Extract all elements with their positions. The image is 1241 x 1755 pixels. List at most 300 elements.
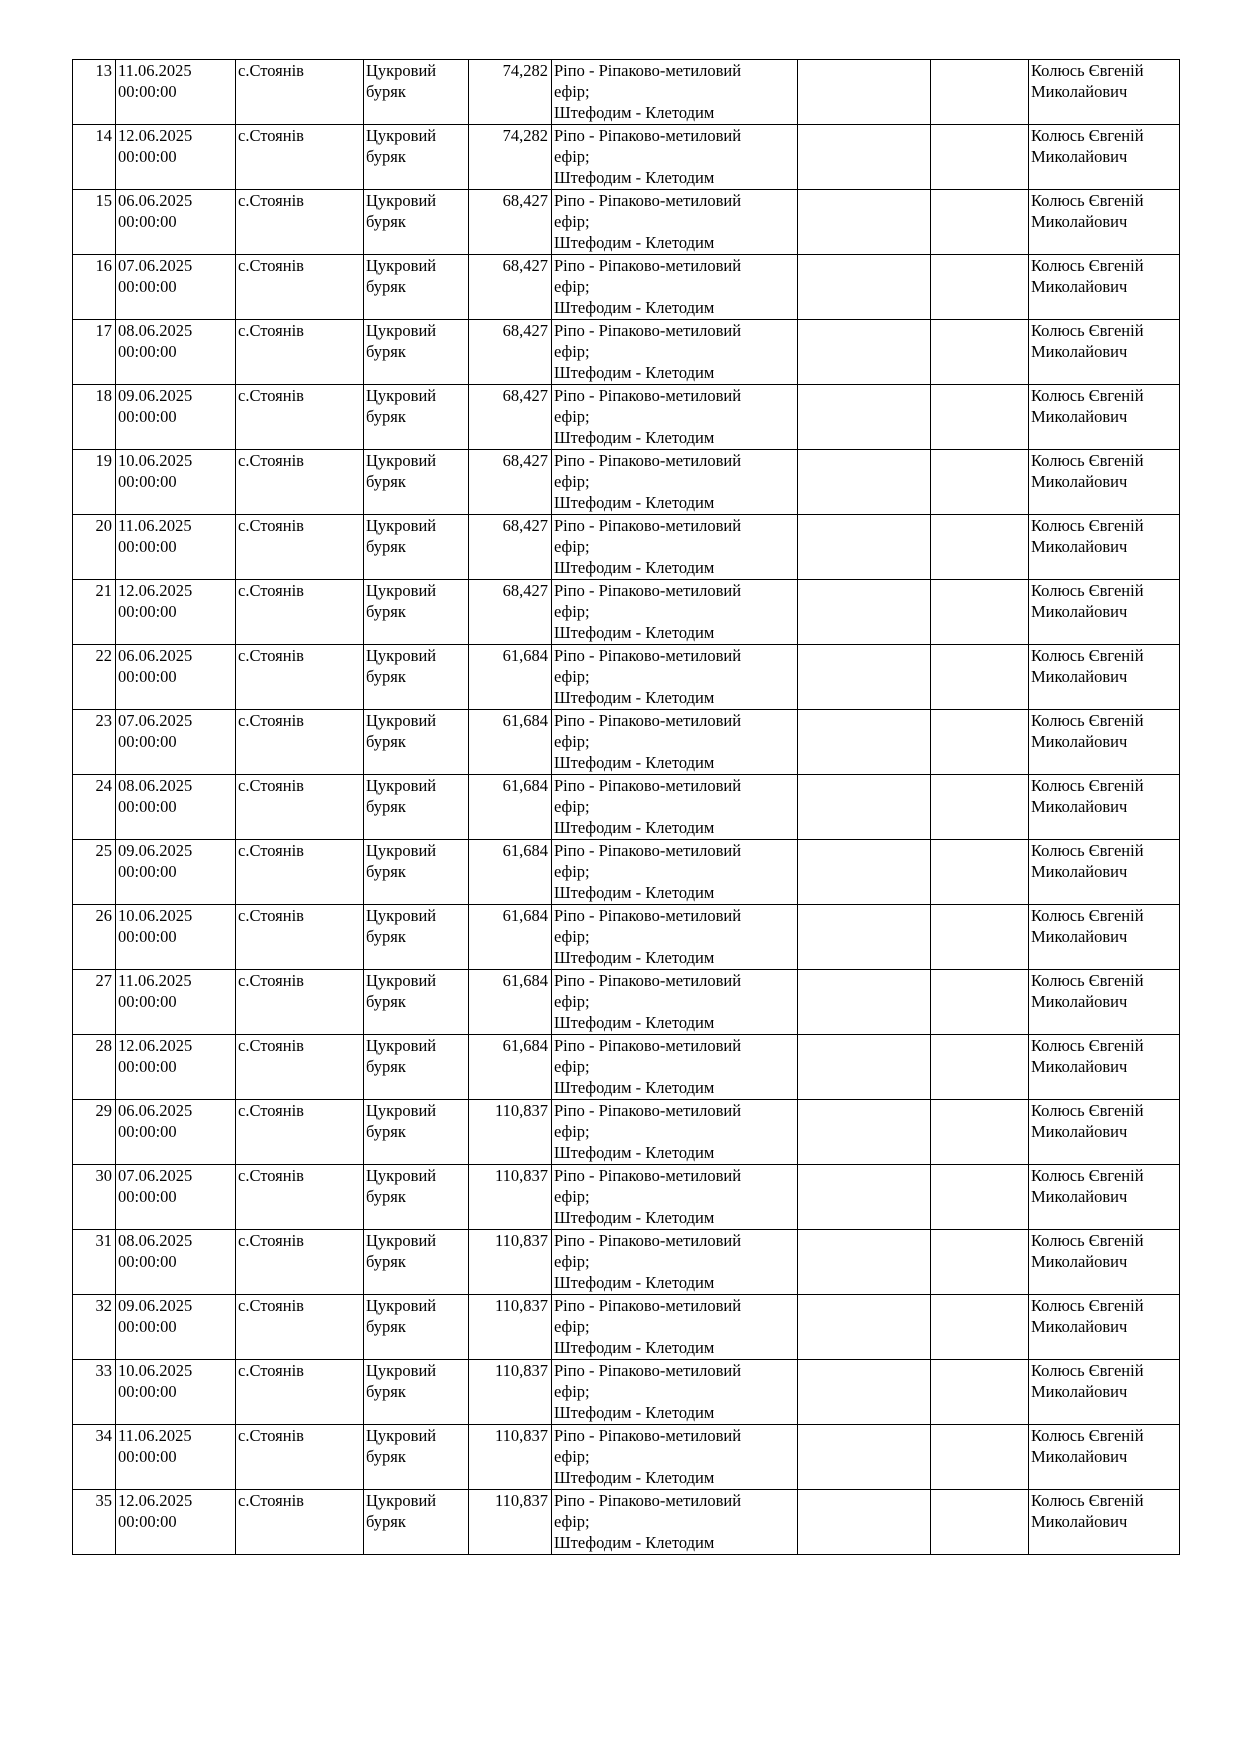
person-name-text: Колюсь Євгеній bbox=[1031, 1361, 1144, 1380]
date-cell bbox=[116, 970, 236, 1035]
area-value: 68,427 bbox=[502, 386, 548, 405]
date-text: 12.06.2025 bbox=[118, 1491, 193, 1510]
preparation-text: Штефодим - Клетодим bbox=[554, 753, 715, 772]
village-cell bbox=[236, 515, 364, 580]
preparation-text: ефір; bbox=[554, 1252, 590, 1271]
area-value: 68,427 bbox=[502, 581, 548, 600]
crop-cell bbox=[364, 1425, 469, 1490]
time-text: 00:00:00 bbox=[118, 407, 177, 426]
row-number-cell bbox=[73, 255, 116, 320]
table-row bbox=[73, 190, 1180, 255]
responsible-person-cell bbox=[1029, 580, 1180, 645]
crop-text: буряк bbox=[366, 537, 406, 556]
area-cell bbox=[469, 1425, 552, 1490]
time-text: 00:00:00 bbox=[118, 212, 177, 231]
row-number: 26 bbox=[95, 906, 112, 925]
person-name-text: Колюсь Євгеній bbox=[1031, 711, 1144, 730]
preparation-text: Ріпо - Ріпаково-метиловий bbox=[554, 646, 742, 665]
preparation-text: ефір; bbox=[554, 862, 590, 881]
preparation-cell bbox=[552, 1165, 798, 1230]
treatment-table bbox=[72, 59, 1180, 1555]
row-number-cell bbox=[73, 970, 116, 1035]
village-cell bbox=[236, 190, 364, 255]
time-text: 00:00:00 bbox=[118, 1512, 177, 1531]
date-text: 09.06.2025 bbox=[118, 841, 193, 860]
empty-cell-7 bbox=[798, 1360, 931, 1425]
row-number: 18 bbox=[95, 386, 112, 405]
crop-text: буряк bbox=[366, 797, 406, 816]
crop-text: Цукровий bbox=[366, 1166, 437, 1185]
area-value: 61,684 bbox=[502, 646, 548, 665]
responsible-person-cell bbox=[1029, 385, 1180, 450]
person-name-text: Миколайович bbox=[1031, 732, 1128, 751]
row-number: 28 bbox=[95, 1036, 112, 1055]
preparation-text: Штефодим - Клетодим bbox=[554, 168, 715, 187]
area-value: 110,837 bbox=[494, 1101, 548, 1120]
preparation-text: ефір; bbox=[554, 667, 590, 686]
area-value: 68,427 bbox=[502, 516, 548, 535]
crop-text: Цукровий bbox=[366, 451, 437, 470]
empty-cell-7 bbox=[798, 125, 931, 190]
preparation-text: Ріпо - Ріпаково-метиловий bbox=[554, 61, 742, 80]
crop-text: буряк bbox=[366, 1057, 406, 1076]
person-name-text: Колюсь Євгеній bbox=[1031, 256, 1144, 275]
person-name-text: Колюсь Євгеній bbox=[1031, 321, 1144, 340]
crop-cell bbox=[364, 515, 469, 580]
empty-cell-7 bbox=[798, 450, 931, 515]
preparation-text: Штефодим - Клетодим bbox=[554, 688, 715, 707]
preparation-text: Ріпо - Ріпаково-метиловий bbox=[554, 126, 742, 145]
area-value: 110,837 bbox=[494, 1361, 548, 1380]
date-text: 11.06.2025 bbox=[118, 61, 192, 80]
crop-text: Цукровий bbox=[366, 256, 437, 275]
empty-cell-7 bbox=[798, 1490, 931, 1555]
empty-cell-8 bbox=[931, 450, 1029, 515]
village-cell bbox=[236, 385, 364, 450]
preparation-cell bbox=[552, 905, 798, 970]
area-cell bbox=[469, 515, 552, 580]
row-number-cell bbox=[73, 1425, 116, 1490]
area-value: 61,684 bbox=[502, 906, 548, 925]
person-name-text: Миколайович bbox=[1031, 147, 1128, 166]
person-name-text: Колюсь Євгеній bbox=[1031, 646, 1144, 665]
table-row bbox=[73, 320, 1180, 385]
person-name-text: Колюсь Євгеній bbox=[1031, 971, 1144, 990]
responsible-person-cell bbox=[1029, 905, 1180, 970]
person-name-text: Миколайович bbox=[1031, 862, 1128, 881]
preparation-text: ефір; bbox=[554, 537, 590, 556]
area-value: 110,837 bbox=[494, 1166, 548, 1185]
empty-cell-8 bbox=[931, 385, 1029, 450]
crop-text: Цукровий bbox=[366, 191, 437, 210]
empty-cell-8 bbox=[931, 125, 1029, 190]
preparation-cell bbox=[552, 1100, 798, 1165]
crop-text: Цукровий bbox=[366, 126, 437, 145]
area-value: 68,427 bbox=[502, 256, 548, 275]
empty-cell-8 bbox=[931, 1425, 1029, 1490]
table-body bbox=[73, 60, 1180, 1555]
area-cell bbox=[469, 840, 552, 905]
village-text: с.Стоянів bbox=[238, 581, 304, 600]
row-number: 24 bbox=[95, 776, 112, 795]
area-cell bbox=[469, 450, 552, 515]
crop-text: Цукровий bbox=[366, 906, 437, 925]
crop-text: буряк bbox=[366, 1187, 406, 1206]
date-cell bbox=[116, 320, 236, 385]
preparation-text: ефір; bbox=[554, 212, 590, 231]
preparation-text: Штефодим - Клетодим bbox=[554, 1533, 715, 1552]
person-name-text: Миколайович bbox=[1031, 667, 1128, 686]
crop-cell bbox=[364, 320, 469, 385]
area-cell bbox=[469, 385, 552, 450]
time-text: 00:00:00 bbox=[118, 862, 177, 881]
crop-cell bbox=[364, 60, 469, 125]
area-cell bbox=[469, 1230, 552, 1295]
date-cell bbox=[116, 255, 236, 320]
person-name-text: Миколайович bbox=[1031, 797, 1128, 816]
crop-text: буряк bbox=[366, 667, 406, 686]
row-number: 17 bbox=[95, 321, 112, 340]
date-cell bbox=[116, 710, 236, 775]
area-value: 68,427 bbox=[502, 191, 548, 210]
preparation-text: Штефодим - Клетодим bbox=[554, 1078, 715, 1097]
village-text: с.Стоянів bbox=[238, 1491, 304, 1510]
crop-text: буряк bbox=[366, 407, 406, 426]
crop-text: Цукровий bbox=[366, 516, 437, 535]
table-row bbox=[73, 1230, 1180, 1295]
empty-cell-7 bbox=[798, 1425, 931, 1490]
preparation-cell bbox=[552, 125, 798, 190]
person-name-text: Миколайович bbox=[1031, 1317, 1128, 1336]
preparation-cell bbox=[552, 1035, 798, 1100]
preparation-text: ефір; bbox=[554, 277, 590, 296]
preparation-text: Ріпо - Ріпаково-метиловий bbox=[554, 711, 742, 730]
crop-cell bbox=[364, 645, 469, 710]
date-text: 07.06.2025 bbox=[118, 256, 193, 275]
person-name-text: Колюсь Євгеній bbox=[1031, 1426, 1144, 1445]
empty-cell-7 bbox=[798, 645, 931, 710]
village-text: с.Стоянів bbox=[238, 516, 304, 535]
empty-cell-7 bbox=[798, 190, 931, 255]
responsible-person-cell bbox=[1029, 1295, 1180, 1360]
area-value: 61,684 bbox=[502, 971, 548, 990]
preparation-text: Штефодим - Клетодим bbox=[554, 818, 715, 837]
responsible-person-cell bbox=[1029, 1100, 1180, 1165]
person-name-text: Колюсь Євгеній bbox=[1031, 1296, 1144, 1315]
crop-text: Цукровий bbox=[366, 1361, 437, 1380]
date-text: 06.06.2025 bbox=[118, 646, 193, 665]
preparation-text: ефір; bbox=[554, 472, 590, 491]
time-text: 00:00:00 bbox=[118, 537, 177, 556]
person-name-text: Миколайович bbox=[1031, 602, 1128, 621]
row-number: 34 bbox=[95, 1426, 112, 1445]
preparation-cell bbox=[552, 1360, 798, 1425]
village-text: с.Стоянів bbox=[238, 451, 304, 470]
preparation-text: Штефодим - Клетодим bbox=[554, 558, 715, 577]
date-cell bbox=[116, 515, 236, 580]
crop-text: буряк bbox=[366, 147, 406, 166]
preparation-text: Ріпо - Ріпаково-метиловий bbox=[554, 256, 742, 275]
preparation-text: Штефодим - Клетодим bbox=[554, 363, 715, 382]
preparation-cell bbox=[552, 385, 798, 450]
person-name-text: Миколайович bbox=[1031, 277, 1128, 296]
crop-cell bbox=[364, 1295, 469, 1360]
preparation-text: Ріпо - Ріпаково-метиловий bbox=[554, 1361, 742, 1380]
person-name-text: Колюсь Євгеній bbox=[1031, 451, 1144, 470]
preparation-text: ефір; bbox=[554, 1447, 590, 1466]
preparation-text: Штефодим - Клетодим bbox=[554, 883, 715, 902]
empty-cell-7 bbox=[798, 1165, 931, 1230]
village-text: с.Стоянів bbox=[238, 1361, 304, 1380]
area-cell bbox=[469, 905, 552, 970]
person-name-text: Миколайович bbox=[1031, 342, 1128, 361]
preparation-text: ефір; bbox=[554, 1382, 590, 1401]
person-name-text: Миколайович bbox=[1031, 407, 1128, 426]
crop-text: буряк bbox=[366, 472, 406, 491]
date-cell bbox=[116, 190, 236, 255]
responsible-person-cell bbox=[1029, 970, 1180, 1035]
preparation-cell bbox=[552, 320, 798, 385]
time-text: 00:00:00 bbox=[118, 1447, 177, 1466]
crop-text: Цукровий bbox=[366, 1036, 437, 1055]
person-name-text: Колюсь Євгеній bbox=[1031, 906, 1144, 925]
crop-text: Цукровий bbox=[366, 1231, 437, 1250]
person-name-text: Колюсь Євгеній bbox=[1031, 61, 1144, 80]
village-cell bbox=[236, 1490, 364, 1555]
preparation-text: Ріпо - Ріпаково-метиловий bbox=[554, 581, 742, 600]
preparation-text: Штефодим - Клетодим bbox=[554, 1403, 715, 1422]
person-name-text: Миколайович bbox=[1031, 1187, 1128, 1206]
date-text: 09.06.2025 bbox=[118, 386, 193, 405]
person-name-text: Миколайович bbox=[1031, 1122, 1128, 1141]
responsible-person-cell bbox=[1029, 840, 1180, 905]
date-cell bbox=[116, 1100, 236, 1165]
row-number-cell bbox=[73, 840, 116, 905]
village-text: с.Стоянів bbox=[238, 321, 304, 340]
crop-cell bbox=[364, 125, 469, 190]
area-value: 61,684 bbox=[502, 841, 548, 860]
row-number: 14 bbox=[95, 126, 112, 145]
time-text: 00:00:00 bbox=[118, 1252, 177, 1271]
preparation-text: Ріпо - Ріпаково-метиловий bbox=[554, 1426, 742, 1445]
preparation-text: Ріпо - Ріпаково-метиловий bbox=[554, 1491, 742, 1510]
area-value: 74,282 bbox=[502, 126, 548, 145]
date-text: 12.06.2025 bbox=[118, 1036, 193, 1055]
time-text: 00:00:00 bbox=[118, 147, 177, 166]
row-number-cell bbox=[73, 1295, 116, 1360]
row-number: 23 bbox=[95, 711, 112, 730]
date-cell bbox=[116, 580, 236, 645]
person-name-text: Колюсь Євгеній bbox=[1031, 1491, 1144, 1510]
area-value: 61,684 bbox=[502, 776, 548, 795]
preparation-text: Ріпо - Ріпаково-метиловий bbox=[554, 1101, 742, 1120]
table-row bbox=[73, 775, 1180, 840]
date-text: 06.06.2025 bbox=[118, 1101, 193, 1120]
person-name-text: Миколайович bbox=[1031, 472, 1128, 491]
person-name-text: Колюсь Євгеній bbox=[1031, 386, 1144, 405]
time-text: 00:00:00 bbox=[118, 342, 177, 361]
row-number-cell bbox=[73, 450, 116, 515]
table-row bbox=[73, 710, 1180, 775]
row-number: 25 bbox=[95, 841, 112, 860]
person-name-text: Колюсь Євгеній bbox=[1031, 1036, 1144, 1055]
empty-cell-8 bbox=[931, 1230, 1029, 1295]
village-text: с.Стоянів bbox=[238, 126, 304, 145]
village-cell bbox=[236, 1425, 364, 1490]
crop-text: буряк bbox=[366, 277, 406, 296]
person-name-text: Миколайович bbox=[1031, 927, 1128, 946]
crop-cell bbox=[364, 970, 469, 1035]
date-cell bbox=[116, 450, 236, 515]
preparation-cell bbox=[552, 1230, 798, 1295]
row-number-cell bbox=[73, 125, 116, 190]
date-text: 11.06.2025 bbox=[118, 971, 192, 990]
crop-text: Цукровий bbox=[366, 1491, 437, 1510]
row-number-cell bbox=[73, 905, 116, 970]
preparation-text: Ріпо - Ріпаково-метиловий bbox=[554, 1296, 742, 1315]
village-text: с.Стоянів bbox=[238, 61, 304, 80]
preparation-cell bbox=[552, 970, 798, 1035]
time-text: 00:00:00 bbox=[118, 602, 177, 621]
preparation-cell bbox=[552, 1295, 798, 1360]
crop-cell bbox=[364, 1035, 469, 1100]
preparation-text: ефір; bbox=[554, 1122, 590, 1141]
village-cell bbox=[236, 1100, 364, 1165]
village-text: с.Стоянів bbox=[238, 1101, 304, 1120]
responsible-person-cell bbox=[1029, 645, 1180, 710]
preparation-cell bbox=[552, 450, 798, 515]
preparation-text: Штефодим - Клетодим bbox=[554, 493, 715, 512]
crop-text: буряк bbox=[366, 1252, 406, 1271]
village-text: с.Стоянів bbox=[238, 1036, 304, 1055]
empty-cell-8 bbox=[931, 1035, 1029, 1100]
crop-cell bbox=[364, 775, 469, 840]
time-text: 00:00:00 bbox=[118, 1317, 177, 1336]
date-text: 10.06.2025 bbox=[118, 451, 193, 470]
date-text: 09.06.2025 bbox=[118, 1296, 193, 1315]
crop-cell bbox=[364, 905, 469, 970]
village-text: с.Стоянів bbox=[238, 1231, 304, 1250]
preparation-cell bbox=[552, 775, 798, 840]
person-name-text: Колюсь Євгеній bbox=[1031, 516, 1144, 535]
village-text: с.Стоянів bbox=[238, 971, 304, 990]
row-number: 15 bbox=[95, 191, 112, 210]
empty-cell-8 bbox=[931, 320, 1029, 385]
table-row bbox=[73, 385, 1180, 450]
preparation-text: Штефодим - Клетодим bbox=[554, 1013, 715, 1032]
empty-cell-8 bbox=[931, 970, 1029, 1035]
preparation-text: ефір; bbox=[554, 1317, 590, 1336]
crop-cell bbox=[364, 1360, 469, 1425]
crop-text: Цукровий bbox=[366, 1426, 437, 1445]
date-cell bbox=[116, 1490, 236, 1555]
person-name-text: Миколайович bbox=[1031, 212, 1128, 231]
table-row bbox=[73, 1490, 1180, 1555]
table-row bbox=[73, 1035, 1180, 1100]
row-number: 30 bbox=[95, 1166, 112, 1185]
preparation-text: Ріпо - Ріпаково-метиловий bbox=[554, 1231, 742, 1250]
preparation-text: Ріпо - Ріпаково-метиловий bbox=[554, 1166, 742, 1185]
village-cell bbox=[236, 60, 364, 125]
preparation-text: Штефодим - Клетодим bbox=[554, 1143, 715, 1162]
crop-text: Цукровий bbox=[366, 1101, 437, 1120]
responsible-person-cell bbox=[1029, 125, 1180, 190]
date-cell bbox=[116, 1230, 236, 1295]
crop-text: Цукровий bbox=[366, 971, 437, 990]
date-text: 08.06.2025 bbox=[118, 321, 193, 340]
preparation-text: ефір; bbox=[554, 797, 590, 816]
preparation-text: Штефодим - Клетодим bbox=[554, 1338, 715, 1357]
preparation-text: Ріпо - Ріпаково-метиловий bbox=[554, 906, 742, 925]
preparation-text: Ріпо - Ріпаково-метиловий bbox=[554, 841, 742, 860]
village-cell bbox=[236, 710, 364, 775]
person-name-text: Колюсь Євгеній bbox=[1031, 126, 1144, 145]
area-cell bbox=[469, 60, 552, 125]
crop-text: буряк bbox=[366, 927, 406, 946]
time-text: 00:00:00 bbox=[118, 797, 177, 816]
preparation-text: Штефодим - Клетодим bbox=[554, 233, 715, 252]
area-value: 61,684 bbox=[502, 711, 548, 730]
table-row bbox=[73, 970, 1180, 1035]
responsible-person-cell bbox=[1029, 710, 1180, 775]
area-cell bbox=[469, 970, 552, 1035]
person-name-text: Колюсь Євгеній bbox=[1031, 1231, 1144, 1250]
row-number-cell bbox=[73, 515, 116, 580]
responsible-person-cell bbox=[1029, 450, 1180, 515]
preparation-cell bbox=[552, 515, 798, 580]
crop-text: буряк bbox=[366, 82, 406, 101]
responsible-person-cell bbox=[1029, 1360, 1180, 1425]
date-cell bbox=[116, 1165, 236, 1230]
time-text: 00:00:00 bbox=[118, 732, 177, 751]
area-value: 61,684 bbox=[502, 1036, 548, 1055]
date-cell bbox=[116, 385, 236, 450]
empty-cell-7 bbox=[798, 775, 931, 840]
area-cell bbox=[469, 645, 552, 710]
area-value: 110,837 bbox=[494, 1426, 548, 1445]
empty-cell-8 bbox=[931, 1360, 1029, 1425]
table-row bbox=[73, 645, 1180, 710]
person-name-text: Миколайович bbox=[1031, 537, 1128, 556]
village-text: с.Стоянів bbox=[238, 711, 304, 730]
table-row bbox=[73, 255, 1180, 320]
time-text: 00:00:00 bbox=[118, 277, 177, 296]
empty-cell-7 bbox=[798, 905, 931, 970]
date-cell bbox=[116, 775, 236, 840]
time-text: 00:00:00 bbox=[118, 1122, 177, 1141]
row-number-cell bbox=[73, 1490, 116, 1555]
date-text: 12.06.2025 bbox=[118, 126, 193, 145]
village-text: с.Стоянів bbox=[238, 906, 304, 925]
preparation-text: Штефодим - Клетодим bbox=[554, 298, 715, 317]
row-number-cell bbox=[73, 190, 116, 255]
row-number-cell bbox=[73, 1165, 116, 1230]
person-name-text: Колюсь Євгеній bbox=[1031, 1101, 1144, 1120]
village-cell bbox=[236, 775, 364, 840]
area-cell bbox=[469, 1165, 552, 1230]
empty-cell-8 bbox=[931, 1165, 1029, 1230]
responsible-person-cell bbox=[1029, 255, 1180, 320]
area-cell bbox=[469, 1035, 552, 1100]
responsible-person-cell bbox=[1029, 515, 1180, 580]
village-text: с.Стоянів bbox=[238, 1166, 304, 1185]
crop-text: Цукровий bbox=[366, 711, 437, 730]
area-cell bbox=[469, 320, 552, 385]
village-text: с.Стоянів bbox=[238, 256, 304, 275]
empty-cell-8 bbox=[931, 1100, 1029, 1165]
empty-cell-8 bbox=[931, 255, 1029, 320]
crop-text: буряк bbox=[366, 1512, 406, 1531]
